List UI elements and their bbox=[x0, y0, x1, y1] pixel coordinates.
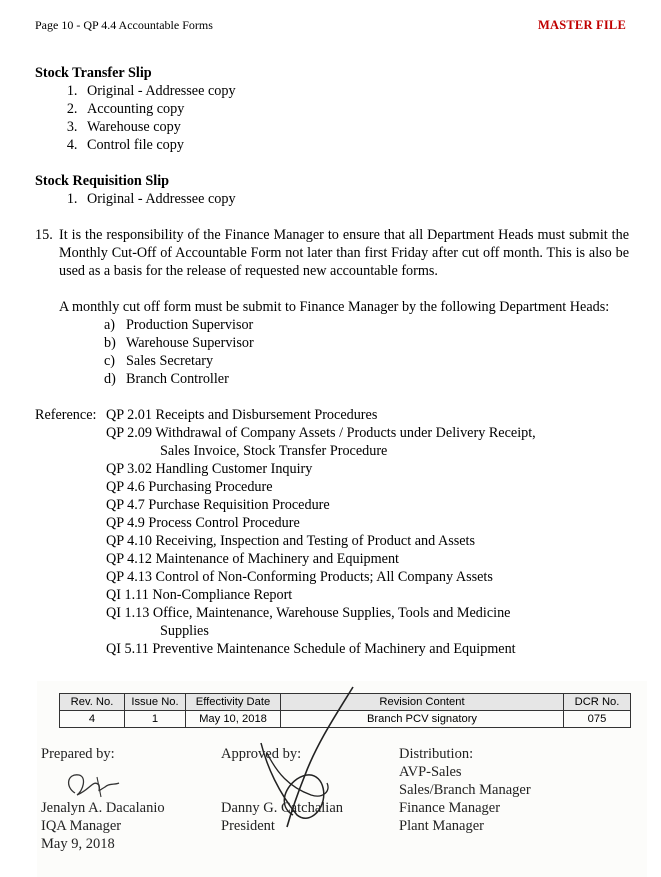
list-text: Warehouse Supervisor bbox=[126, 335, 254, 351]
list-marker: b) bbox=[104, 335, 116, 351]
list-item bbox=[104, 352, 629, 370]
col-effectivity-date: Effectivity Date bbox=[186, 694, 281, 711]
list-item: 4. Control file copy bbox=[81, 136, 629, 154]
reference-item: QP 4.9 Process Control Procedure bbox=[106, 515, 300, 531]
approved-by-name: Danny G. Catchalian bbox=[221, 800, 344, 816]
rev-no-cell: 4 bbox=[60, 711, 125, 728]
revision-content-cell: Branch PCV signatory bbox=[281, 711, 564, 728]
list-item bbox=[104, 316, 629, 334]
list-marker: d) bbox=[104, 371, 116, 387]
col-revision-content: Revision Content bbox=[281, 694, 564, 711]
list-item: 3. Warehouse copy bbox=[81, 118, 629, 136]
col-issue-no: Issue No. bbox=[125, 694, 186, 711]
stock-transfer-title: Stock Transfer Slip bbox=[35, 65, 152, 81]
department-heads-list bbox=[35, 316, 629, 388]
prepared-by-date: May 9, 2018 bbox=[41, 836, 115, 852]
distribution-item: AVP-Sales bbox=[399, 764, 462, 780]
list-text: Branch Controller bbox=[126, 371, 229, 387]
list-item: 1. Original - Addressee copy bbox=[81, 82, 629, 100]
reference-item: QP 2.09 Withdrawal of Company Assets / Products under Delivery Receipt, bbox=[106, 425, 536, 441]
document-body bbox=[35, 64, 629, 658]
page-header-title: Page 10 - QP 4.4 Accountable Forms bbox=[35, 18, 213, 32]
stock-requisition-list bbox=[35, 190, 629, 208]
list-marker: a) bbox=[104, 317, 116, 333]
distribution-item: Sales/Branch Manager bbox=[399, 782, 531, 798]
reference-item: QP 3.02 Handling Customer Inquiry bbox=[106, 461, 313, 477]
list-item: 1. Original - Addressee copy bbox=[81, 190, 629, 208]
reference-item: QP 4.10 Receiving, Inspection and Testing of Product and Assets bbox=[106, 533, 476, 549]
dcr-no-cell: 075 bbox=[564, 711, 631, 728]
col-dcr-no: DCR No. bbox=[564, 694, 631, 711]
reference-item: QI 1.13 Office, Maintenance, Warehouse Supplies, Tools and Medicine bbox=[106, 605, 511, 621]
stock-requisition-title: Stock Requisition Slip bbox=[35, 173, 170, 189]
list-item bbox=[104, 370, 629, 388]
reference-item-continuation: Supplies bbox=[160, 623, 209, 639]
reference-item: QP 4.13 Control of Non-Conforming Products; All Company Assets bbox=[106, 569, 493, 585]
reference-item: QP 2.01 Receipts and Disbursement Procedures bbox=[106, 407, 378, 423]
reference-item: QP 4.12 Maintenance of Machinery and Equipment bbox=[106, 551, 399, 567]
prepared-by-label: Prepared by: bbox=[41, 746, 115, 762]
effectivity-date-cell: May 10, 2018 bbox=[186, 711, 281, 728]
reference-item-continuation: Sales Invoice, Stock Transfer Procedure bbox=[160, 443, 388, 459]
list-marker: c) bbox=[104, 353, 116, 369]
approved-by-label: Approved by: bbox=[221, 746, 302, 762]
distribution-label: Distribution: bbox=[399, 746, 474, 762]
reference-item: QI 1.11 Non-Compliance Report bbox=[106, 587, 293, 603]
stock-transfer-list bbox=[35, 82, 629, 154]
prepared-by-title: IQA Manager bbox=[41, 818, 122, 834]
reference-item: QI 5.11 Preventive Maintenance Schedule of Machinery and Equipment bbox=[106, 641, 516, 657]
list-item: 2. Accounting copy bbox=[81, 100, 629, 118]
list-text: Production Supervisor bbox=[126, 317, 254, 333]
scanned-approval-block bbox=[37, 681, 647, 877]
reference-label: Reference: bbox=[35, 407, 97, 423]
issue-no-cell: 1 bbox=[125, 711, 186, 728]
item-15-para2: A monthly cut off form must be submit to Finance Manager by the following Department Heads: bbox=[59, 299, 610, 315]
item-15 bbox=[35, 226, 629, 280]
reference-section bbox=[35, 406, 629, 658]
item-15-number: 15. bbox=[35, 227, 53, 243]
reference-item: QP 4.7 Purchase Requisition Procedure bbox=[106, 497, 330, 513]
list-text: Sales Secretary bbox=[126, 353, 214, 369]
list-item bbox=[104, 334, 629, 352]
col-rev-no: Rev. No. bbox=[60, 694, 125, 711]
item-15-text: It is the responsibility of the Finance Manager to ensure that all Department Heads must submit the Monthly Cut-Off of Accountable Form not later than first Friday after cut off month. This is also be used as a basis for the release of requested new accountable forms. bbox=[59, 227, 629, 279]
page-header bbox=[35, 18, 626, 34]
distribution-item: Finance Manager bbox=[399, 800, 501, 816]
approved-by-title: President bbox=[221, 818, 275, 834]
master-file-label: MASTER FILE bbox=[538, 18, 626, 32]
distribution-item: Plant Manager bbox=[399, 818, 484, 834]
reference-item: QP 4.6 Purchasing Procedure bbox=[106, 479, 273, 495]
prepared-by-name: Jenalyn A. Dacalanio bbox=[41, 800, 165, 816]
